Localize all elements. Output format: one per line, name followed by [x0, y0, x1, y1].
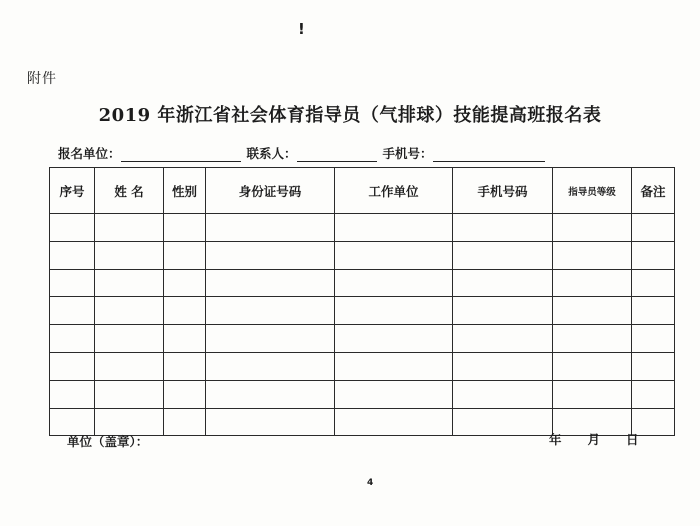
- table-cell: [553, 380, 632, 408]
- date-day: 日: [626, 432, 639, 447]
- table-cell: [50, 241, 95, 269]
- table-cell: [206, 241, 335, 269]
- table-cell: [95, 352, 164, 380]
- table-row: [50, 352, 675, 380]
- table-cell: [164, 214, 206, 242]
- phone-blank: [433, 148, 545, 162]
- table-cell: [453, 214, 553, 242]
- table-cell: [335, 214, 453, 242]
- table-cell: [453, 325, 553, 353]
- date-year: 年: [549, 432, 562, 447]
- table-cell: [335, 408, 453, 436]
- page-number: 4: [367, 478, 374, 488]
- top-mark: !: [298, 20, 305, 38]
- table-cell: [632, 325, 675, 353]
- table-cell: [632, 380, 675, 408]
- contact-label: 联系人：: [246, 146, 297, 161]
- unit-label: 报名单位：: [58, 146, 121, 161]
- date-line: [549, 430, 639, 448]
- table-cell: [453, 241, 553, 269]
- table-cell: [50, 352, 95, 380]
- registration-table: [49, 167, 675, 436]
- table-cell: [164, 269, 206, 297]
- table-cell: [553, 297, 632, 325]
- table-cell: [335, 269, 453, 297]
- phone-label: 手机号：: [382, 146, 433, 161]
- table-cell: [206, 325, 335, 353]
- table-cell: [164, 352, 206, 380]
- col-header-id-number: 身份证号码: [206, 168, 335, 214]
- table-cell: [453, 380, 553, 408]
- col-header-mobile: 手机号码: [453, 168, 553, 214]
- table-row: [50, 380, 675, 408]
- unit-blank: [121, 148, 241, 162]
- table-cell: [632, 352, 675, 380]
- table-cell: [453, 352, 553, 380]
- table-cell: [95, 325, 164, 353]
- header-row: [50, 168, 675, 214]
- registration-info-line: [58, 142, 658, 162]
- table-cell: [206, 408, 335, 436]
- table-cell: [164, 380, 206, 408]
- table-cell: [553, 325, 632, 353]
- table-cell: [95, 297, 164, 325]
- table-cell: [50, 269, 95, 297]
- table-cell: [164, 297, 206, 325]
- table-cell: [335, 352, 453, 380]
- table-cell: [95, 214, 164, 242]
- table-cell: [206, 297, 335, 325]
- table-row: [50, 269, 675, 297]
- table-cell: [335, 380, 453, 408]
- table-cell: [335, 241, 453, 269]
- table-row: [50, 325, 675, 353]
- date-month: 月: [587, 432, 601, 447]
- col-header-gender: 性别: [164, 168, 206, 214]
- table-cell: [453, 269, 553, 297]
- col-header-work-unit: 工作单位: [335, 168, 453, 214]
- table-cell: [206, 269, 335, 297]
- table-cell: [453, 408, 553, 436]
- seal-label: 单位（盖章）：: [67, 434, 149, 449]
- table-cell: [164, 408, 206, 436]
- table-cell: [632, 214, 675, 242]
- table-cell: [50, 380, 95, 408]
- table-cell: [50, 325, 95, 353]
- table-cell: [206, 214, 335, 242]
- contact-blank: [297, 148, 377, 162]
- table-body: [50, 214, 675, 436]
- col-header-name: 姓 名: [95, 168, 164, 214]
- table-row: [50, 214, 675, 242]
- table-cell: [50, 214, 95, 242]
- col-header-instructor-level: 指导员等级: [553, 168, 632, 214]
- table-cell: [95, 380, 164, 408]
- col-header-index: 序号: [50, 168, 95, 214]
- table-cell: [553, 352, 632, 380]
- table-cell: [553, 214, 632, 242]
- table-row: [50, 297, 675, 325]
- table-cell: [553, 241, 632, 269]
- table-cell: [335, 325, 453, 353]
- table-cell: [206, 380, 335, 408]
- table-cell: [553, 269, 632, 297]
- attachment-label: 附件: [27, 71, 57, 87]
- table-cell: [164, 241, 206, 269]
- table-cell: [50, 297, 95, 325]
- table-cell: [164, 325, 206, 353]
- table-cell: [632, 269, 675, 297]
- table-cell: [335, 297, 453, 325]
- table-row: [50, 241, 675, 269]
- table-cell: [95, 241, 164, 269]
- table-cell: [632, 241, 675, 269]
- table-cell: [206, 352, 335, 380]
- col-header-remarks: 备注: [632, 168, 675, 214]
- table-cell: [632, 297, 675, 325]
- document-title: 2019 年浙江省社会体育指导员（气排球）技能提高班报名表: [98, 105, 602, 126]
- table-cell: [95, 269, 164, 297]
- table-cell: [453, 297, 553, 325]
